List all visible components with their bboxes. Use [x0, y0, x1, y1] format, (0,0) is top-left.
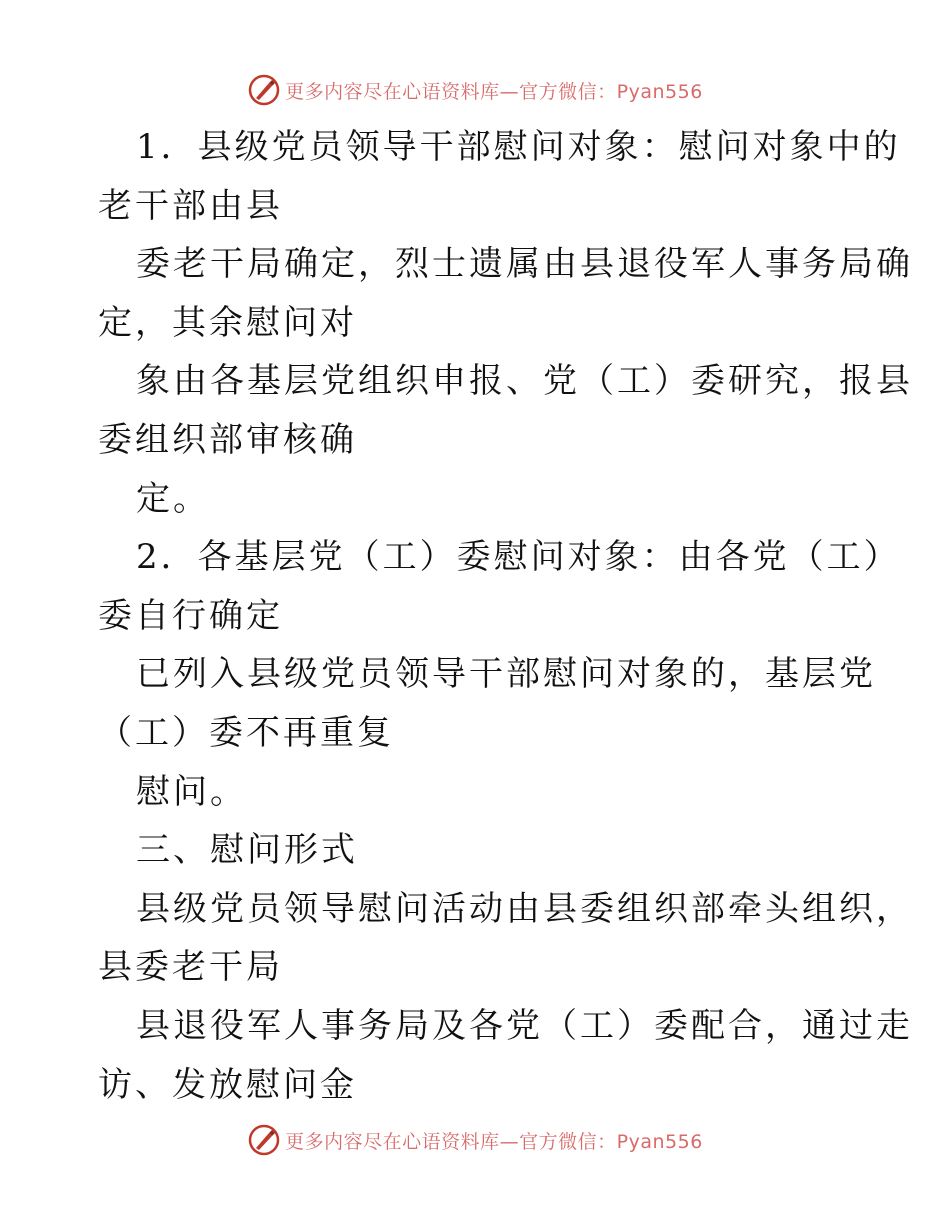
- text-line: 老干部由县: [98, 185, 283, 226]
- text-line: 委自行确定: [98, 595, 283, 636]
- text-line: 县级党员领导慰问活动由县委组织部牵头组织，: [136, 888, 913, 929]
- text-line: （工）委不再重复: [98, 712, 394, 753]
- text-line: 访、发放慰问金: [98, 1064, 357, 1105]
- text-line: 象由各基层党组织申报、党（工）委研究，报县: [136, 361, 913, 402]
- text-line: 定。: [136, 478, 210, 519]
- document-body: [98, 118, 913, 1114]
- pen-logo-icon: [247, 73, 281, 107]
- text-line: 已列入县级党员领导干部慰问对象的，基层党: [136, 654, 876, 695]
- text-line: 委组织部审核确: [98, 419, 357, 460]
- header-watermark: [0, 70, 950, 110]
- watermark-text: 更多内容尽在心语资料库—官方微信：Pyan556: [285, 1130, 703, 1153]
- footer-watermark: [0, 1120, 950, 1160]
- text-line: 委老干局确定，烈士遗属由县退役军人事务局确: [136, 244, 913, 285]
- watermark-text: 更多内容尽在心语资料库—官方微信：Pyan556: [285, 80, 703, 103]
- text-line: 县委老干局: [98, 947, 283, 988]
- text-line: 三、慰问形式: [136, 830, 358, 871]
- text-line: 定，其余慰问对: [98, 302, 357, 343]
- text-line: 2．各基层党（工）委慰问对象：由各党（工）: [136, 537, 901, 578]
- text-line: 1．县级党员领导干部慰问对象：慰问对象中的: [136, 127, 901, 167]
- pen-logo-icon: [247, 1123, 281, 1157]
- text-line: 慰问。: [136, 771, 247, 812]
- text-line: 县退役军人事务局及各党（工）委配合，通过走: [136, 1005, 913, 1046]
